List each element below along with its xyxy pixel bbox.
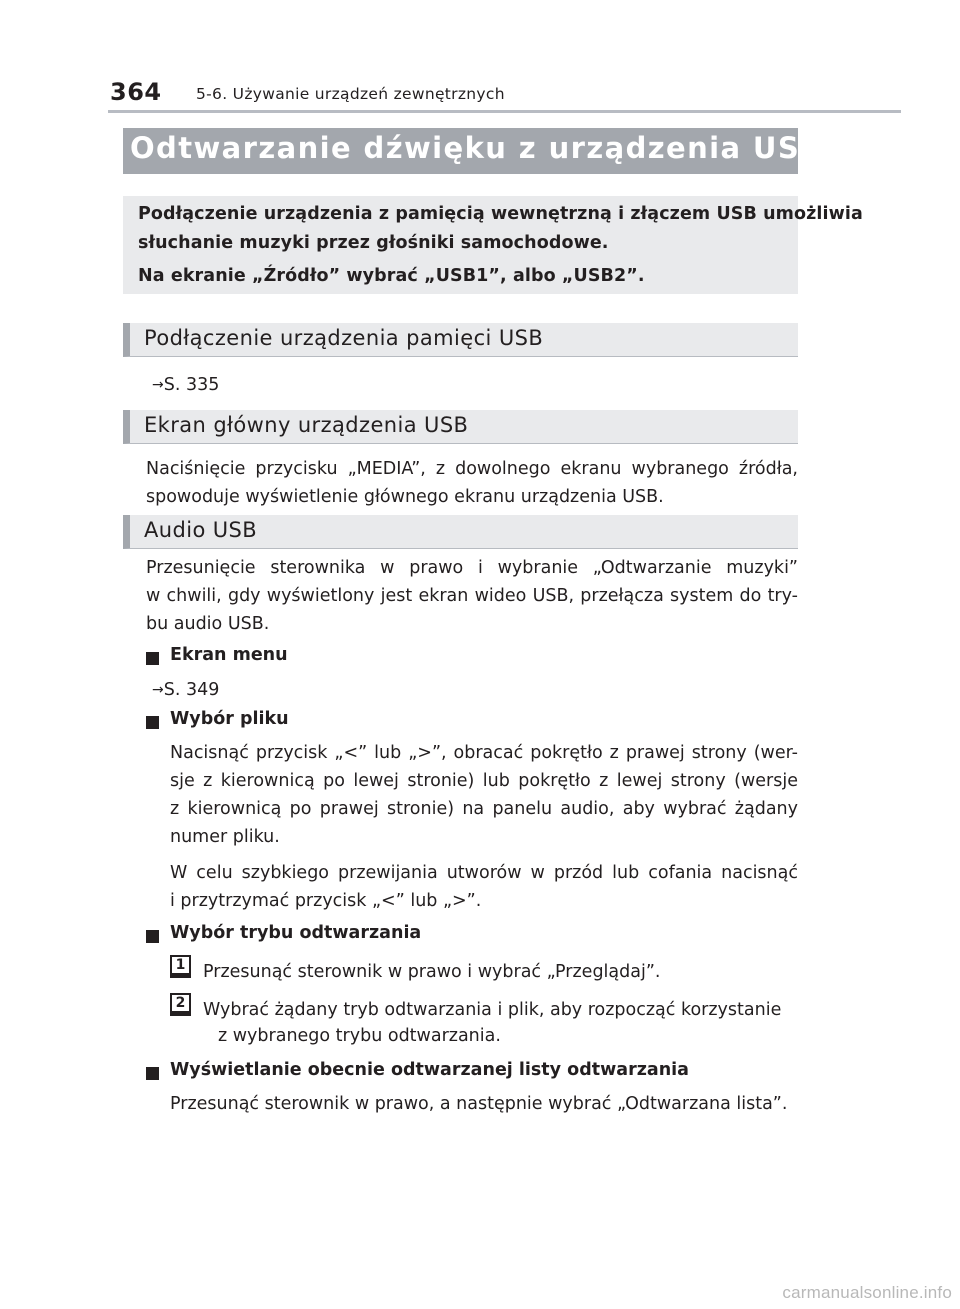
page-number: 364: [110, 78, 162, 106]
audio-usb-line-2: w chwili, gdy wyświetlony jest ekran wideo USB, przełącza system do try-: [146, 586, 798, 606]
now-playing-line: Przesunąć sterownik w prawo, a następnie wybrać „Odtwarzana lista”.: [170, 1094, 788, 1114]
section-breadcrumb: 5-6. Używanie urządzeń zewnętrznych: [196, 85, 505, 103]
intro-line-1: Podłączenie urządzenia z pamięcią wewnętrzną i złączem USB umożliwia: [138, 204, 863, 224]
file-select-line-3: z kierownicą po prawej stronie) na panelu audio, aby wybrać żądany: [170, 799, 798, 819]
menu-screen-title: Ekran menu: [170, 645, 288, 665]
page-header: [0, 0, 960, 120]
bullet-square-icon: [146, 716, 159, 729]
heading-audio-usb-text: Audio USB: [144, 518, 258, 542]
heading-audio-usb: [123, 515, 798, 549]
file-select-title: Wybór pliku: [170, 709, 289, 729]
bullet-square-icon: [146, 930, 159, 943]
main-screen-line-1: Naciśnięcie przycisku „MEDIA”, z dowolnego ekranu wybranego źródła,: [146, 459, 798, 479]
audio-usb-line-1: Przesunięcie sterownika w prawo i wybranie „Odtwarzanie muzyki”: [146, 558, 798, 578]
step-1-line-1: Przesunąć sterownik w prawo i wybrać „Przeglądaj”.: [203, 962, 661, 982]
watermark: carmanualsonline.info: [782, 1283, 952, 1302]
intro-line-3: Na ekranie „Źródło” wybrać „USB1”, albo „USB2”.: [138, 266, 645, 286]
connect-reference[interactable]: [152, 371, 219, 399]
file-select-line-4: numer pliku.: [170, 827, 280, 847]
now-playing-title: Wyświetlanie obecnie odtwarzanej listy odtwarzania: [170, 1060, 689, 1080]
step-2-line-1: Wybrać żądany tryb odtwarzania i plik, aby rozpocząć korzystanie: [203, 1000, 782, 1020]
connect-ref-text: S. 335: [163, 375, 220, 395]
file-select-line-5: W celu szybkiego przewijania utworów w przód lub cofania nacisnąć: [170, 863, 798, 883]
main-screen-line-2: spowoduje wyświetlenie głównego ekranu urządzenia USB.: [146, 487, 664, 507]
audio-usb-line-3: bu audio USB.: [146, 614, 270, 634]
file-select-line-2: sje z kierownicą po lewej stronie) lub pokrętło z lewej strony (wersje: [170, 771, 798, 791]
heading-main-screen-text: Ekran główny urządzenia USB: [144, 413, 469, 437]
step-2-line-2: z wybranego trybu odtwarzania.: [218, 1026, 501, 1046]
file-select-line-6: i przytrzymać przycisk „<” lub „>”.: [170, 891, 482, 911]
file-select-line-1: Nacisnąć przycisk „<” lub „>”, obracać pokrętło z prawej strony (wer-: [170, 743, 798, 763]
menu-ref-text: S. 349: [163, 680, 220, 700]
arrow-right-icon: →: [152, 377, 164, 393]
page-title: Odtwarzanie dźwięku z urządzenia USB: [130, 131, 824, 165]
intro-line-2: słuchanie muzyki przez głośniki samochodowe.: [138, 233, 609, 253]
bullet-square-icon: [146, 652, 159, 665]
step-1-badge: 1: [170, 955, 191, 975]
arrow-right-icon: →: [152, 682, 164, 698]
heading-main-screen: [123, 410, 798, 444]
heading-connect: [123, 323, 798, 357]
header-divider: [108, 110, 901, 113]
step-2-badge: 2: [170, 993, 191, 1013]
bullet-square-icon: [146, 1067, 159, 1080]
heading-connect-text: Podłączenie urządzenia pamięci USB: [144, 326, 544, 350]
menu-screen-reference[interactable]: [152, 676, 219, 704]
play-mode-title: Wybór trybu odtwarzania: [170, 923, 422, 943]
